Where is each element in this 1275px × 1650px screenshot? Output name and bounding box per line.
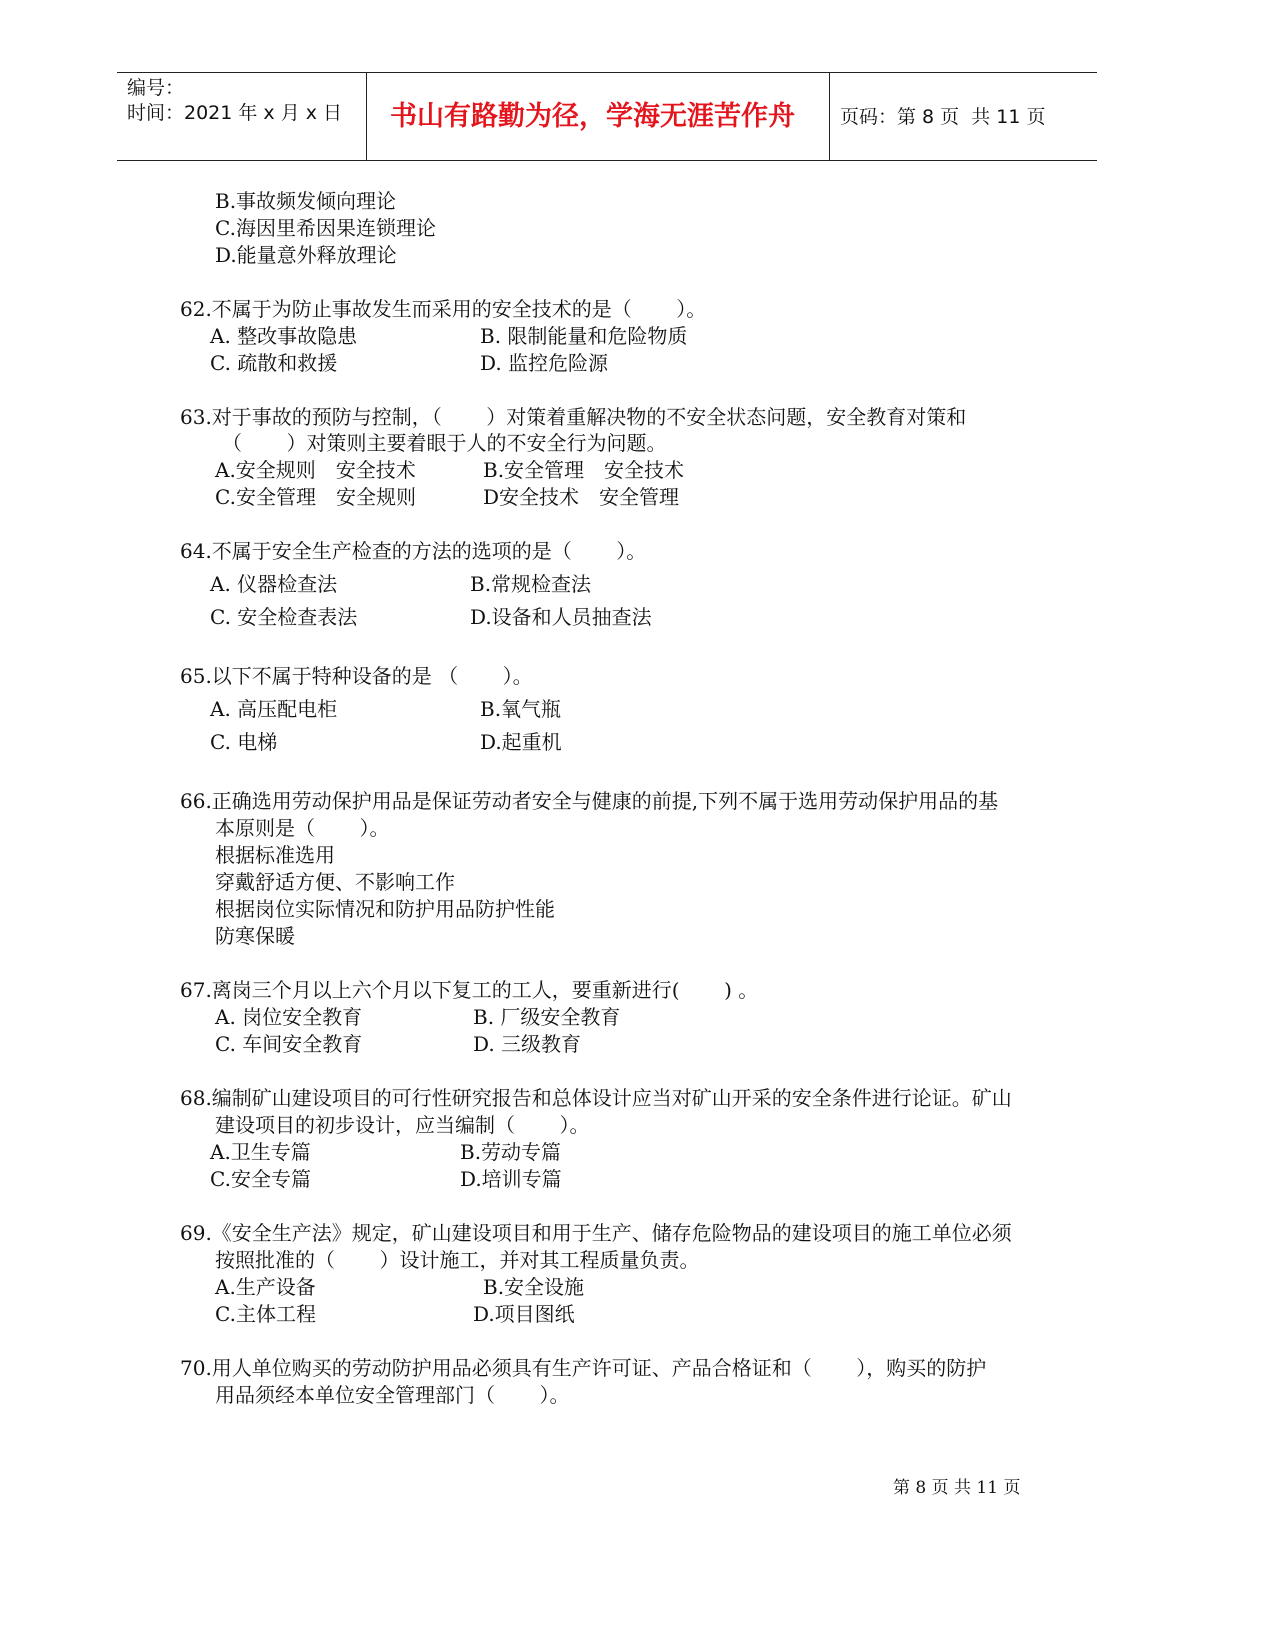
option-a: A. 整改事故隐患 xyxy=(210,324,358,348)
option-a: A. 仪器检查法 xyxy=(210,572,338,596)
question-stem: 64.不属于安全生产检查的方法的选项的是（ ）。 xyxy=(180,539,647,563)
question-stem: 63.对于事故的预防与控制，（ ）对策着重解决物的不安全状态问题，安全教育对策和 xyxy=(180,405,967,429)
header-divider-left xyxy=(366,72,367,160)
question-stem: 70.用人单位购买的劳动防护用品必须具有生产许可证、产品合格证和（ ），购买的防护 xyxy=(180,1356,987,1380)
time-label: 时间：2021 年 x 月 x 日 xyxy=(127,102,343,124)
option-a: A. 高压配电柜 xyxy=(210,697,338,721)
question-stem: 68.编制矿山建设项目的可行性研究报告和总体设计应当对矿山开采的安全条件进行论证。矿山 xyxy=(180,1086,1012,1110)
header-divider-right xyxy=(829,72,830,160)
option-b: B. 厂级安全教育 xyxy=(473,1005,621,1029)
serial-label: 编号： xyxy=(127,77,185,99)
option-b: B.安全设施 xyxy=(483,1275,585,1299)
motto: 书山有路勤为径，学海无涯苦作舟 xyxy=(390,101,795,132)
option-d: D.设备和人员抽查法 xyxy=(470,605,652,629)
option-d: D.项目图纸 xyxy=(473,1302,575,1326)
option-b: B.劳动专篇 xyxy=(460,1140,562,1164)
option-b: B.氧气瓶 xyxy=(480,697,562,721)
question-stem: 66.正确选用劳动保护用品是保证劳动者安全与健康的前提,下列不属于选用劳动保护用品的基 xyxy=(180,789,999,813)
option-b: B.常规检查法 xyxy=(470,572,592,596)
option-a: A.生产设备 xyxy=(215,1275,316,1299)
option-b: B. 限制能量和危险物质 xyxy=(480,324,688,348)
question-stem: 67.离岗三个月以上六个月以下复工的工人，要重新进行( ) 。 xyxy=(180,978,759,1002)
option-b: 穿戴舒适方便、不影响工作 xyxy=(215,870,455,894)
question-stem-continued: 建设项目的初步设计，应当编制（ ）。 xyxy=(215,1113,590,1137)
question-stem: 65.以下不属于特种设备的是 （ ）。 xyxy=(180,664,533,688)
header-top-rule xyxy=(117,72,1097,73)
option-d: 防寒保暖 xyxy=(215,924,295,948)
option-c: C.安全专篇 xyxy=(210,1167,311,1191)
option-c: C. 车间安全教育 xyxy=(215,1032,363,1056)
option-c: C.安全管理 安全规则 xyxy=(215,485,416,509)
option-c: C. 电梯 xyxy=(210,730,278,754)
option-d: D.起重机 xyxy=(480,730,562,754)
option-a: 根据标准选用 xyxy=(215,843,335,867)
question-stem-continued: 用品须经本单位安全管理部门（ ）。 xyxy=(215,1383,570,1407)
option-b: B.事故频发倾向理论 xyxy=(215,189,397,213)
header-bottom-rule xyxy=(117,160,1097,161)
option-d: D.培训专篇 xyxy=(460,1167,562,1191)
option-a: A.卫生专篇 xyxy=(210,1140,311,1164)
option-c: C. 疏散和救援 xyxy=(210,351,338,375)
question-stem-continued: 按照批准的（ ）设计施工，并对其工程质量负责。 xyxy=(215,1248,700,1272)
option-d: D安全技术 安全管理 xyxy=(483,485,680,509)
question-stem-continued: 本原则是（ ）。 xyxy=(215,816,390,840)
page-info: 页码：第 8 页 共 11 页 xyxy=(840,106,1046,128)
option-c: C. 安全检查表法 xyxy=(210,605,358,629)
option-c: 根据岗位实际情况和防护用品防护性能 xyxy=(215,897,555,921)
option-c: C.主体工程 xyxy=(215,1302,316,1326)
option-b: B.安全管理 安全技术 xyxy=(483,458,685,482)
option-d: D. 监控危险源 xyxy=(480,351,609,375)
question-stem-continued: （ ）对策则主要着眼于人的不安全行为问题。 xyxy=(222,431,667,455)
option-d: D.能量意外释放理论 xyxy=(215,243,397,267)
option-c: C.海因里希因果连锁理论 xyxy=(215,216,436,240)
page-footer: 第 8 页 共 11 页 xyxy=(893,1478,1021,1498)
option-d: D. 三级教育 xyxy=(473,1032,582,1056)
question-stem: 69.《安全生产法》规定，矿山建设项目和用于生产、储存危险物品的建设项目的施工单位必须 xyxy=(180,1221,1012,1245)
option-a: A.安全规则 安全技术 xyxy=(215,458,416,482)
question-stem: 62.不属于为防止事故发生而采用的安全技术的是（ ）。 xyxy=(180,297,707,321)
option-a: A. 岗位安全教育 xyxy=(215,1005,363,1029)
